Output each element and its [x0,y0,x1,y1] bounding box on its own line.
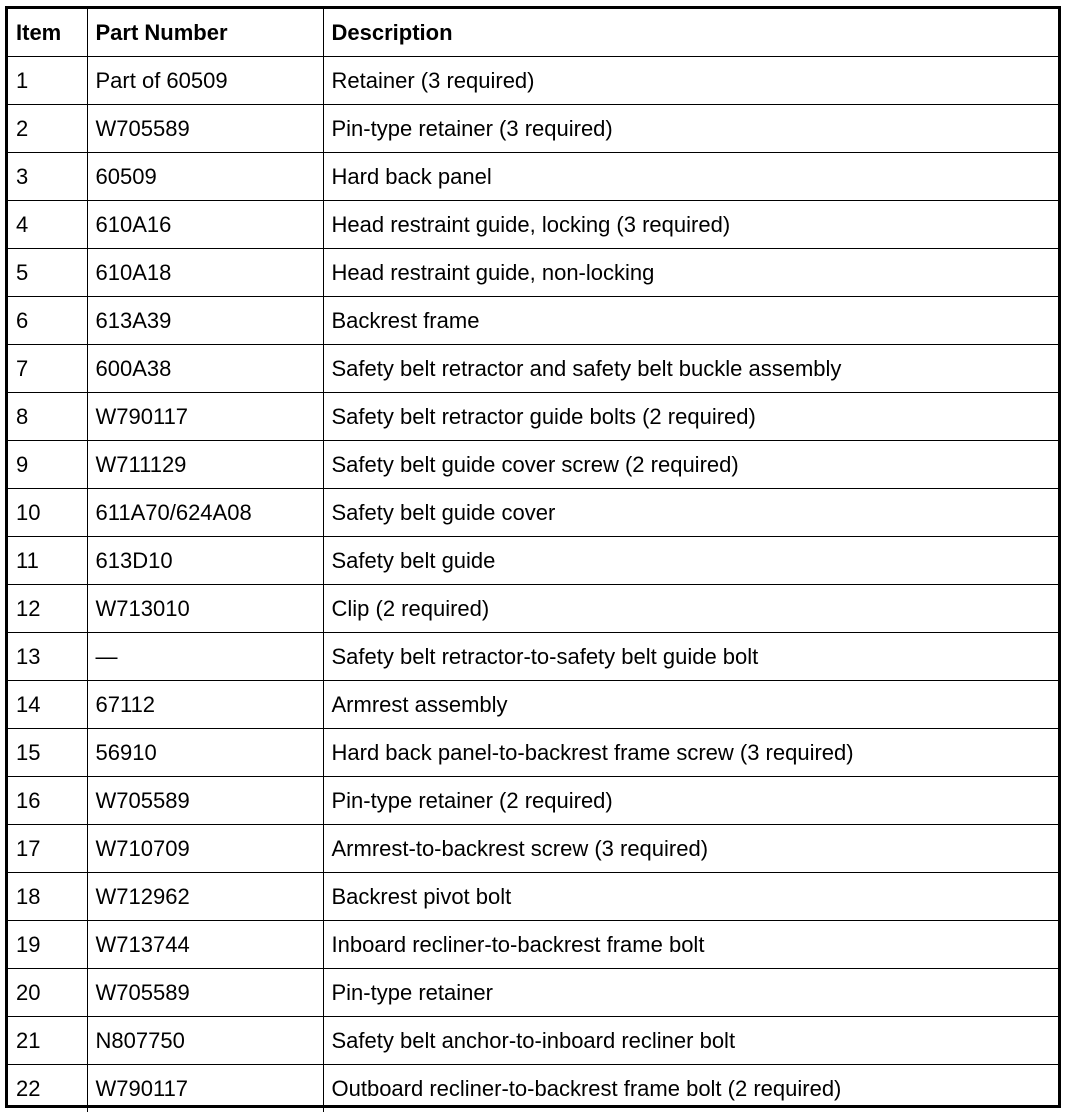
cell-part-number: W712962 [87,873,323,921]
table-row [8,57,1058,105]
table-row [8,489,1058,537]
cell-description: Backrest pivot bolt [323,873,1058,921]
cell-description: Head restraint guide, locking (3 required) [323,201,1058,249]
table-header-row [8,9,1058,57]
cell-description: Clip (2 required) [323,585,1058,633]
cell-item: 12 [8,585,87,633]
cell-part-number: W711129 [87,441,323,489]
cell-part-number: 56910 [87,729,323,777]
cell-item: 22 [8,1065,87,1113]
cell-part-number: 613A39 [87,297,323,345]
cell-item: 1 [8,57,87,105]
cell-item: 19 [8,921,87,969]
cell-part-number: W713010 [87,585,323,633]
cell-description: Safety belt guide cover screw (2 required) [323,441,1058,489]
table-row [8,681,1058,729]
cell-part-number: 610A16 [87,201,323,249]
cell-item: 16 [8,777,87,825]
cell-part-number: 611A70/624A08 [87,489,323,537]
cell-description: Inboard recliner-to-backrest frame bolt [323,921,1058,969]
cell-item: 20 [8,969,87,1017]
cell-item: 2 [8,105,87,153]
table-row [8,729,1058,777]
cell-description: Safety belt retractor guide bolts (2 required) [323,393,1058,441]
cell-description: Hard back panel-to-backrest frame screw (3 required) [323,729,1058,777]
parts-table [8,9,1058,1112]
cell-description: Head restraint guide, non-locking [323,249,1058,297]
cell-description: Pin-type retainer (2 required) [323,777,1058,825]
table-row [8,297,1058,345]
cell-item: 14 [8,681,87,729]
table-row [8,1017,1058,1065]
cell-item: 5 [8,249,87,297]
cell-description: Safety belt retractor and safety belt buckle assembly [323,345,1058,393]
table-row [8,825,1058,873]
table-row [8,345,1058,393]
cell-item: 6 [8,297,87,345]
cell-item: 17 [8,825,87,873]
table-row [8,201,1058,249]
table-row [8,441,1058,489]
cell-description: Pin-type retainer (3 required) [323,105,1058,153]
cell-description: Armrest assembly [323,681,1058,729]
cell-item: 3 [8,153,87,201]
table-row [8,921,1058,969]
cell-description: Hard back panel [323,153,1058,201]
cell-part-number: W790117 [87,1065,323,1113]
cell-item: 9 [8,441,87,489]
cell-item: 18 [8,873,87,921]
cell-description: Retainer (3 required) [323,57,1058,105]
table-row [8,969,1058,1017]
cell-part-number: 610A18 [87,249,323,297]
cell-description: Armrest-to-backrest screw (3 required) [323,825,1058,873]
cell-description: Safety belt retractor-to-safety belt guide bolt [323,633,1058,681]
cell-description: Outboard recliner-to-backrest frame bolt (2 required) [323,1065,1058,1113]
table-row [8,1065,1058,1113]
cell-item: 11 [8,537,87,585]
cell-part-number: 613D10 [87,537,323,585]
table-row [8,537,1058,585]
cell-item: 15 [8,729,87,777]
cell-part-number: W713744 [87,921,323,969]
cell-description: Safety belt anchor-to-inboard recliner bolt [323,1017,1058,1065]
parts-table-frame [5,6,1061,1108]
cell-part-number: W705589 [87,105,323,153]
cell-item: 13 [8,633,87,681]
cell-item: 4 [8,201,87,249]
cell-part-number: W790117 [87,393,323,441]
cell-description: Pin-type retainer [323,969,1058,1017]
cell-item: 10 [8,489,87,537]
table-row [8,585,1058,633]
table-row [8,873,1058,921]
cell-description: Backrest frame [323,297,1058,345]
table-row [8,777,1058,825]
cell-description: Safety belt guide cover [323,489,1058,537]
cell-item: 7 [8,345,87,393]
header-item: Item [8,9,87,57]
header-part-number: Part Number [87,9,323,57]
table-row [8,105,1058,153]
table-row [8,249,1058,297]
cell-item: 8 [8,393,87,441]
header-description: Description [323,9,1058,57]
cell-part-number: N807750 [87,1017,323,1065]
cell-part-number: W705589 [87,777,323,825]
cell-part-number: Part of 60509 [87,57,323,105]
cell-part-number: — [87,633,323,681]
cell-part-number: 60509 [87,153,323,201]
cell-part-number: 600A38 [87,345,323,393]
table-row [8,633,1058,681]
cell-description: Safety belt guide [323,537,1058,585]
cell-item: 21 [8,1017,87,1065]
cell-part-number: 67112 [87,681,323,729]
cell-part-number: W705589 [87,969,323,1017]
table-row [8,393,1058,441]
table-row [8,153,1058,201]
cell-part-number: W710709 [87,825,323,873]
